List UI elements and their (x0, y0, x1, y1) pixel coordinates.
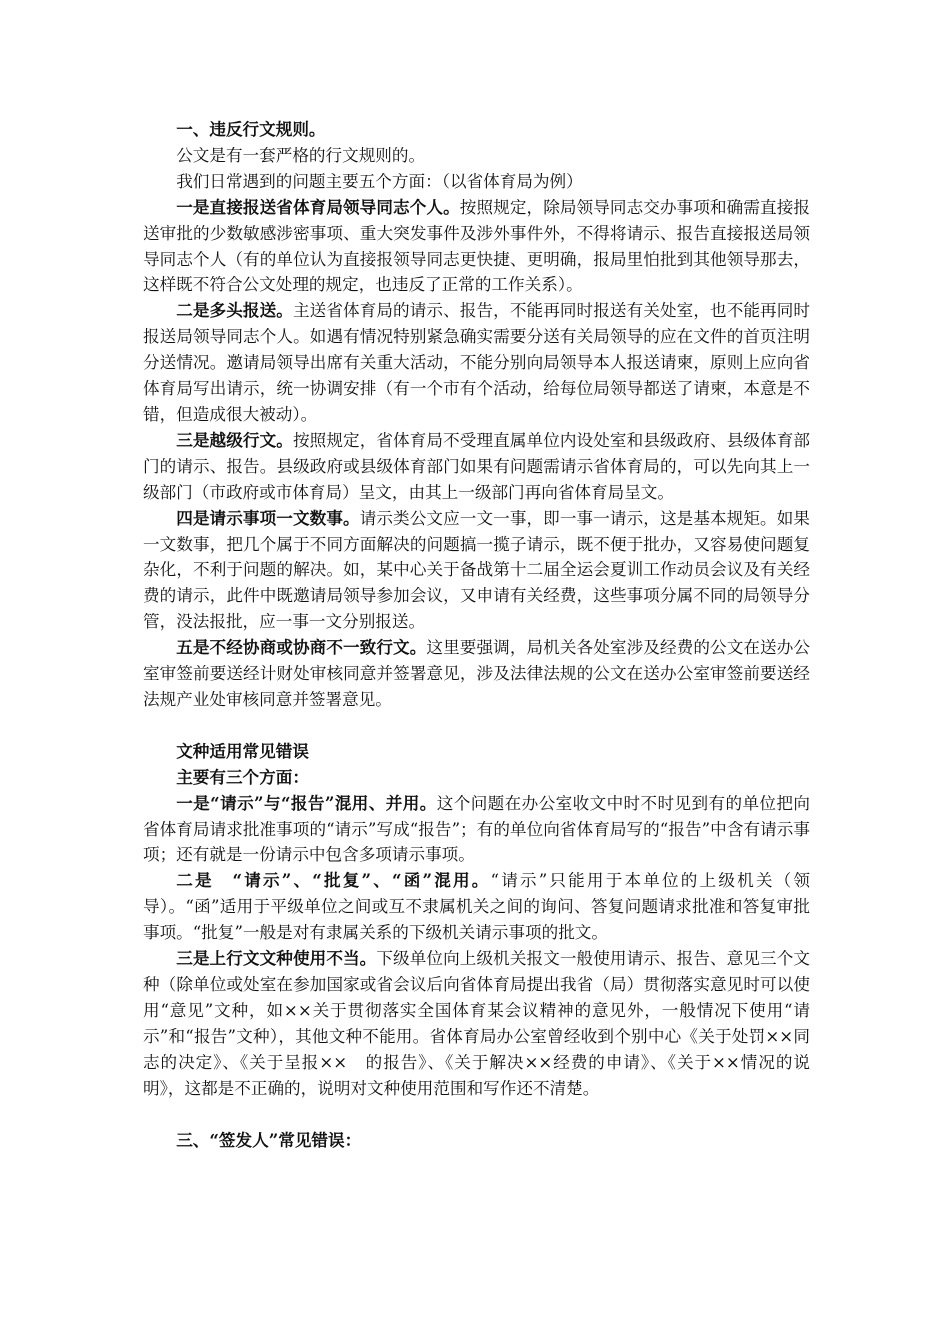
section1-intro-1: 公文是有一套严格的行文规则的。 (176, 145, 426, 165)
section1-item-1 (143, 195, 810, 299)
item-lead: 三是越级行文。 (176, 429, 293, 450)
section1-item-4 (143, 506, 810, 636)
item-text: 按照规定，除局领导同志交办事项和确需直接报送审批的少数敏感涉密事项、重大突发事件及涉外事件外，不得将请示、报告直接报送局领导同志个人（有的单位认为直接报领导同志更快捷、更明确，报局里怕批到其他领导那去，这样既不符合公文处理的规定，也违反了正常的工作关系）。 (143, 197, 811, 295)
section1-item-5 (143, 635, 810, 713)
item-text: 下级单位向上级机关报文一般使用请示、报告、意见三个文种（除单位或处室在参加国家或省会议后向省体育局提出我省（局）贯彻落实意见时可以使用“意见”文种，如××关于贯彻落实全国体育某会议精神的意见外，一般情况下使用“请示”和“报告”文种），其他文种不能用。省体育局办公室曾经收到个别中心《关于处罚××同志的决定》、《关于呈报×× 的报告》、《关于解决××经费的申请》、《关于××情况的说明》，这都是不正确的，说明对文种使用范围和写作还不清楚。 (143, 949, 811, 1098)
section1-item-3 (143, 428, 810, 506)
paragraph-gap (143, 713, 810, 739)
item-lead: 二是 “请示”、“批复”、“函”混用。 (176, 870, 491, 891)
section3-heading: 三、“签发人”常见错误： (176, 1129, 362, 1150)
section2-item-3 (143, 946, 810, 1101)
item-text: 按照规定，省体育局不受理直属单位内设处室和县级政府、县级体育部门的请示、报告。县级政府或县级体育部门如果有问题需请示省体育局的，可以先向其上一级部门（市政府或市体育局）呈文，由其上一级部门再向省体育局呈文。 (143, 430, 811, 502)
section2-heading: 文种适用常见错误 (176, 740, 309, 761)
section1-intro-2: 我们日常遇到的问题主要五个方面：（以省体育局为例） (176, 171, 583, 191)
item-text: 这个问题在办公室收文中时不时见到有的单位把向省体育局请求批准事项的“请示”写成“报告”；有的单位向省体育局写的“报告”中含有请示事项；还有就是一份请示中包含多项请示事项。 (143, 793, 810, 865)
item-lead: 三是上行文文种使用不当。 (176, 948, 377, 969)
item-text: 这里要强调，局机关各处室涉及经费的公文在送办公室审签前要送经计财处审核同意并签署意见，涉及法律法规的公文在送办公室审签前要送经法规产业处审核同意并签署意见。 (143, 638, 811, 709)
section2-item-1 (143, 791, 810, 869)
section2-subheading: 主要有三个方面： (176, 766, 309, 787)
item-text: “请示”只能用于本单位的上级机关（领导）。“函”适用于平级单位之间或互不隶属机关之间的询问、答复问题请求批准和答复审批事项。“批复”一般是对有隶属关系的下级机关请示事项的批文。 (143, 871, 810, 943)
item-lead: 四是请示事项一文数事。 (176, 507, 360, 528)
section1-item-2 (143, 298, 810, 428)
item-lead: 二是多头报送。 (176, 300, 293, 321)
section1-heading: 一、违反行文规则。 (176, 119, 326, 139)
item-lead: 五是不经协商或协商不一致行文。 (176, 637, 427, 658)
item-lead: 一是直接报送省体育局领导同志个人。 (176, 196, 460, 217)
section2-item-2 (143, 868, 810, 946)
item-text: 主送省体育局的请示、报告，不能再同时报送有关处室，也不能再同时报送局领导同志个人。如遇有情况特别紧急确实需要分送有关局领导的应在文件的首页注明分送情况。邀请局领导出席有关重大活动，不能分别向局领导本人报送请柬，原则上应向省体育局写出请示，统一协调安排（有一个市有个活动，给每位局领导都送了请柬，本意是不错，但造成很大被动）。 (143, 301, 811, 424)
item-lead: 一是“请示”与“报告”混用、并用。 (176, 792, 437, 813)
item-text: 请示类公文应一文一事，即一事一请示，这是基本规矩。如果一文数事，把几个属于不同方面解决的问题搞一揽子请示，既不便于批办，又容易使问题复杂化，不利于问题的解决。如，某中心关于备战第十二届全运会夏训工作动员会议及有关经费的请示，此件中既邀请局领导参加会议，又申请有关经费，这些事项分属不同的局领导分管，没法报批，应一事一文分别报送。 (143, 508, 811, 632)
paragraph-gap (143, 1102, 810, 1128)
